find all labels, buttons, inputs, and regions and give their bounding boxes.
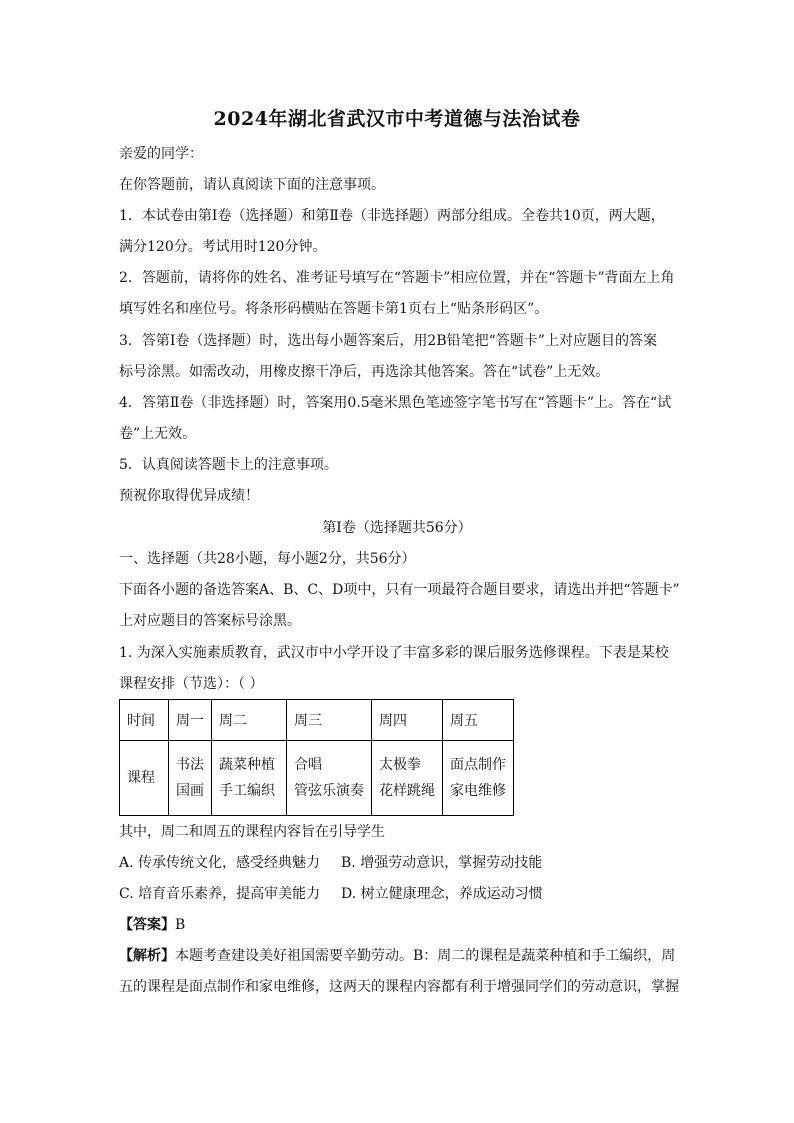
course-schedule-table: [119, 699, 514, 816]
course-name: 合唱: [294, 757, 322, 773]
table-row: [120, 741, 514, 816]
greeting: 亲爱的同学：: [119, 146, 203, 162]
question-1-stem-end: 其中，周二和周五的课程内容旨在引导学生: [119, 824, 385, 840]
notice-2-line-2: 填写姓名和座位号。将条形码横贴在答题卡第1页右上“贴条形码区”。: [119, 301, 549, 317]
instruction-line-2: 上对应题目的答案标号涂黑。: [119, 613, 301, 629]
option-a: A. 传承传统文化，感受经典魅力: [119, 855, 321, 871]
answer-label: 【答案】: [119, 917, 175, 933]
option-b: B. 增强劳动意识，掌握劳动技能: [341, 855, 543, 871]
table-header-cell: 周二: [212, 700, 287, 741]
course-name: 太极拳: [379, 757, 421, 773]
course-name: 国画: [176, 783, 204, 799]
part-1-heading: 第Ⅰ卷（选择题共56分）: [322, 520, 472, 536]
notice-2-line-1: 2．答题前，请将你的姓名、准考证号填写在“答题卡”相应位置，并在“答题卡”背面左上角: [119, 270, 675, 286]
table-header-cell: 时间: [120, 700, 169, 741]
notice-4-line-1: 4．答第Ⅱ卷（非选择题）时，答案用0.5毫米黑色笔迹签字笔书写在“答题卡”上。答在“试: [119, 395, 672, 411]
course-name: 手工编织: [219, 783, 275, 799]
section-1-heading: 一、选择题（共28小题，每小题2分，共56分）: [119, 551, 416, 567]
course-name: 花样跳绳: [379, 783, 435, 799]
table-cell: [169, 741, 212, 816]
course-name: 面点制作: [450, 757, 506, 773]
page-title: 2024年湖北省武汉市中考道德与法治试卷: [213, 108, 581, 130]
table-cell: [287, 741, 372, 816]
option-d: D. 树立健康理念，养成运动习惯: [341, 886, 543, 902]
table-header-cell: 周四: [372, 700, 443, 741]
table-header-row: [120, 700, 514, 741]
table-header-cell: 周五: [443, 700, 514, 741]
course-name: 管弦乐演奏: [294, 783, 364, 799]
options-row-2: [119, 886, 543, 902]
instruction-line-1: 下面各小题的备选答案A、B、C、D项中，只有一项最符合题目要求，请选出并把“答题卡”: [119, 582, 680, 598]
course-name: 家电维修: [450, 783, 506, 799]
notice-4-line-2: 卷”上无效。: [119, 426, 197, 442]
table-cell: [212, 741, 287, 816]
table-cell: [372, 741, 443, 816]
course-name: 蔬菜种植: [219, 757, 275, 773]
good-luck-text: 预祝你取得优异成绩！: [119, 488, 259, 504]
answer-line: [119, 917, 185, 933]
course-name: 书法: [176, 757, 204, 773]
question-1-line-2: 课程安排（节选）：（ ）: [119, 676, 264, 692]
notice-3-line-2: 标号涂黑。如需改动，用橡皮擦干净后，再选涂其他答案。答在“试卷”上无效。: [119, 364, 610, 380]
table-cell: [443, 741, 514, 816]
analysis-line-2: 五的课程是面点制作和家电维修，这两天的课程内容都有利于增强同学们的劳动意识，掌握: [119, 979, 679, 995]
notice-5: 5．认真阅读答题卡上的注意事项。: [119, 457, 338, 473]
option-c: C. 培育音乐素养，提高审美能力: [119, 886, 321, 902]
notice-1-line-1: 1．本试卷由第Ⅰ卷（选择题）和第Ⅱ卷（非选择题）两部分组成。全卷共10页，两大题，: [119, 208, 665, 224]
row-label-cell: 课程: [120, 741, 169, 816]
table-header-cell: 周三: [287, 700, 372, 741]
question-1-line-1: 1. 为深入实施素质教育，武汉市中小学开设了丰富多彩的课后服务选修课程。下表是某校: [119, 645, 669, 661]
analysis-line-1: [119, 948, 675, 964]
analysis-text: 本题考查建设美好祖国需要辛勤劳动。B：周二的课程是蔬菜种植和手工编织，周: [175, 948, 676, 964]
notice-3-line-1: 3．答第Ⅰ卷（选择题）时，选出每小题答案后，用2B铅笔把“答题卡”上对应题目的答案: [119, 333, 657, 349]
answer-value: B: [175, 917, 186, 933]
options-row-1: [119, 855, 542, 871]
table-header-cell: 周一: [169, 700, 212, 741]
intro-text: 在你答题前，请认真阅读下面的注意事项。: [119, 177, 385, 193]
analysis-label: 【解析】: [119, 948, 175, 964]
notice-1-line-2: 满分120分。考试用时120分钟。: [119, 239, 327, 255]
